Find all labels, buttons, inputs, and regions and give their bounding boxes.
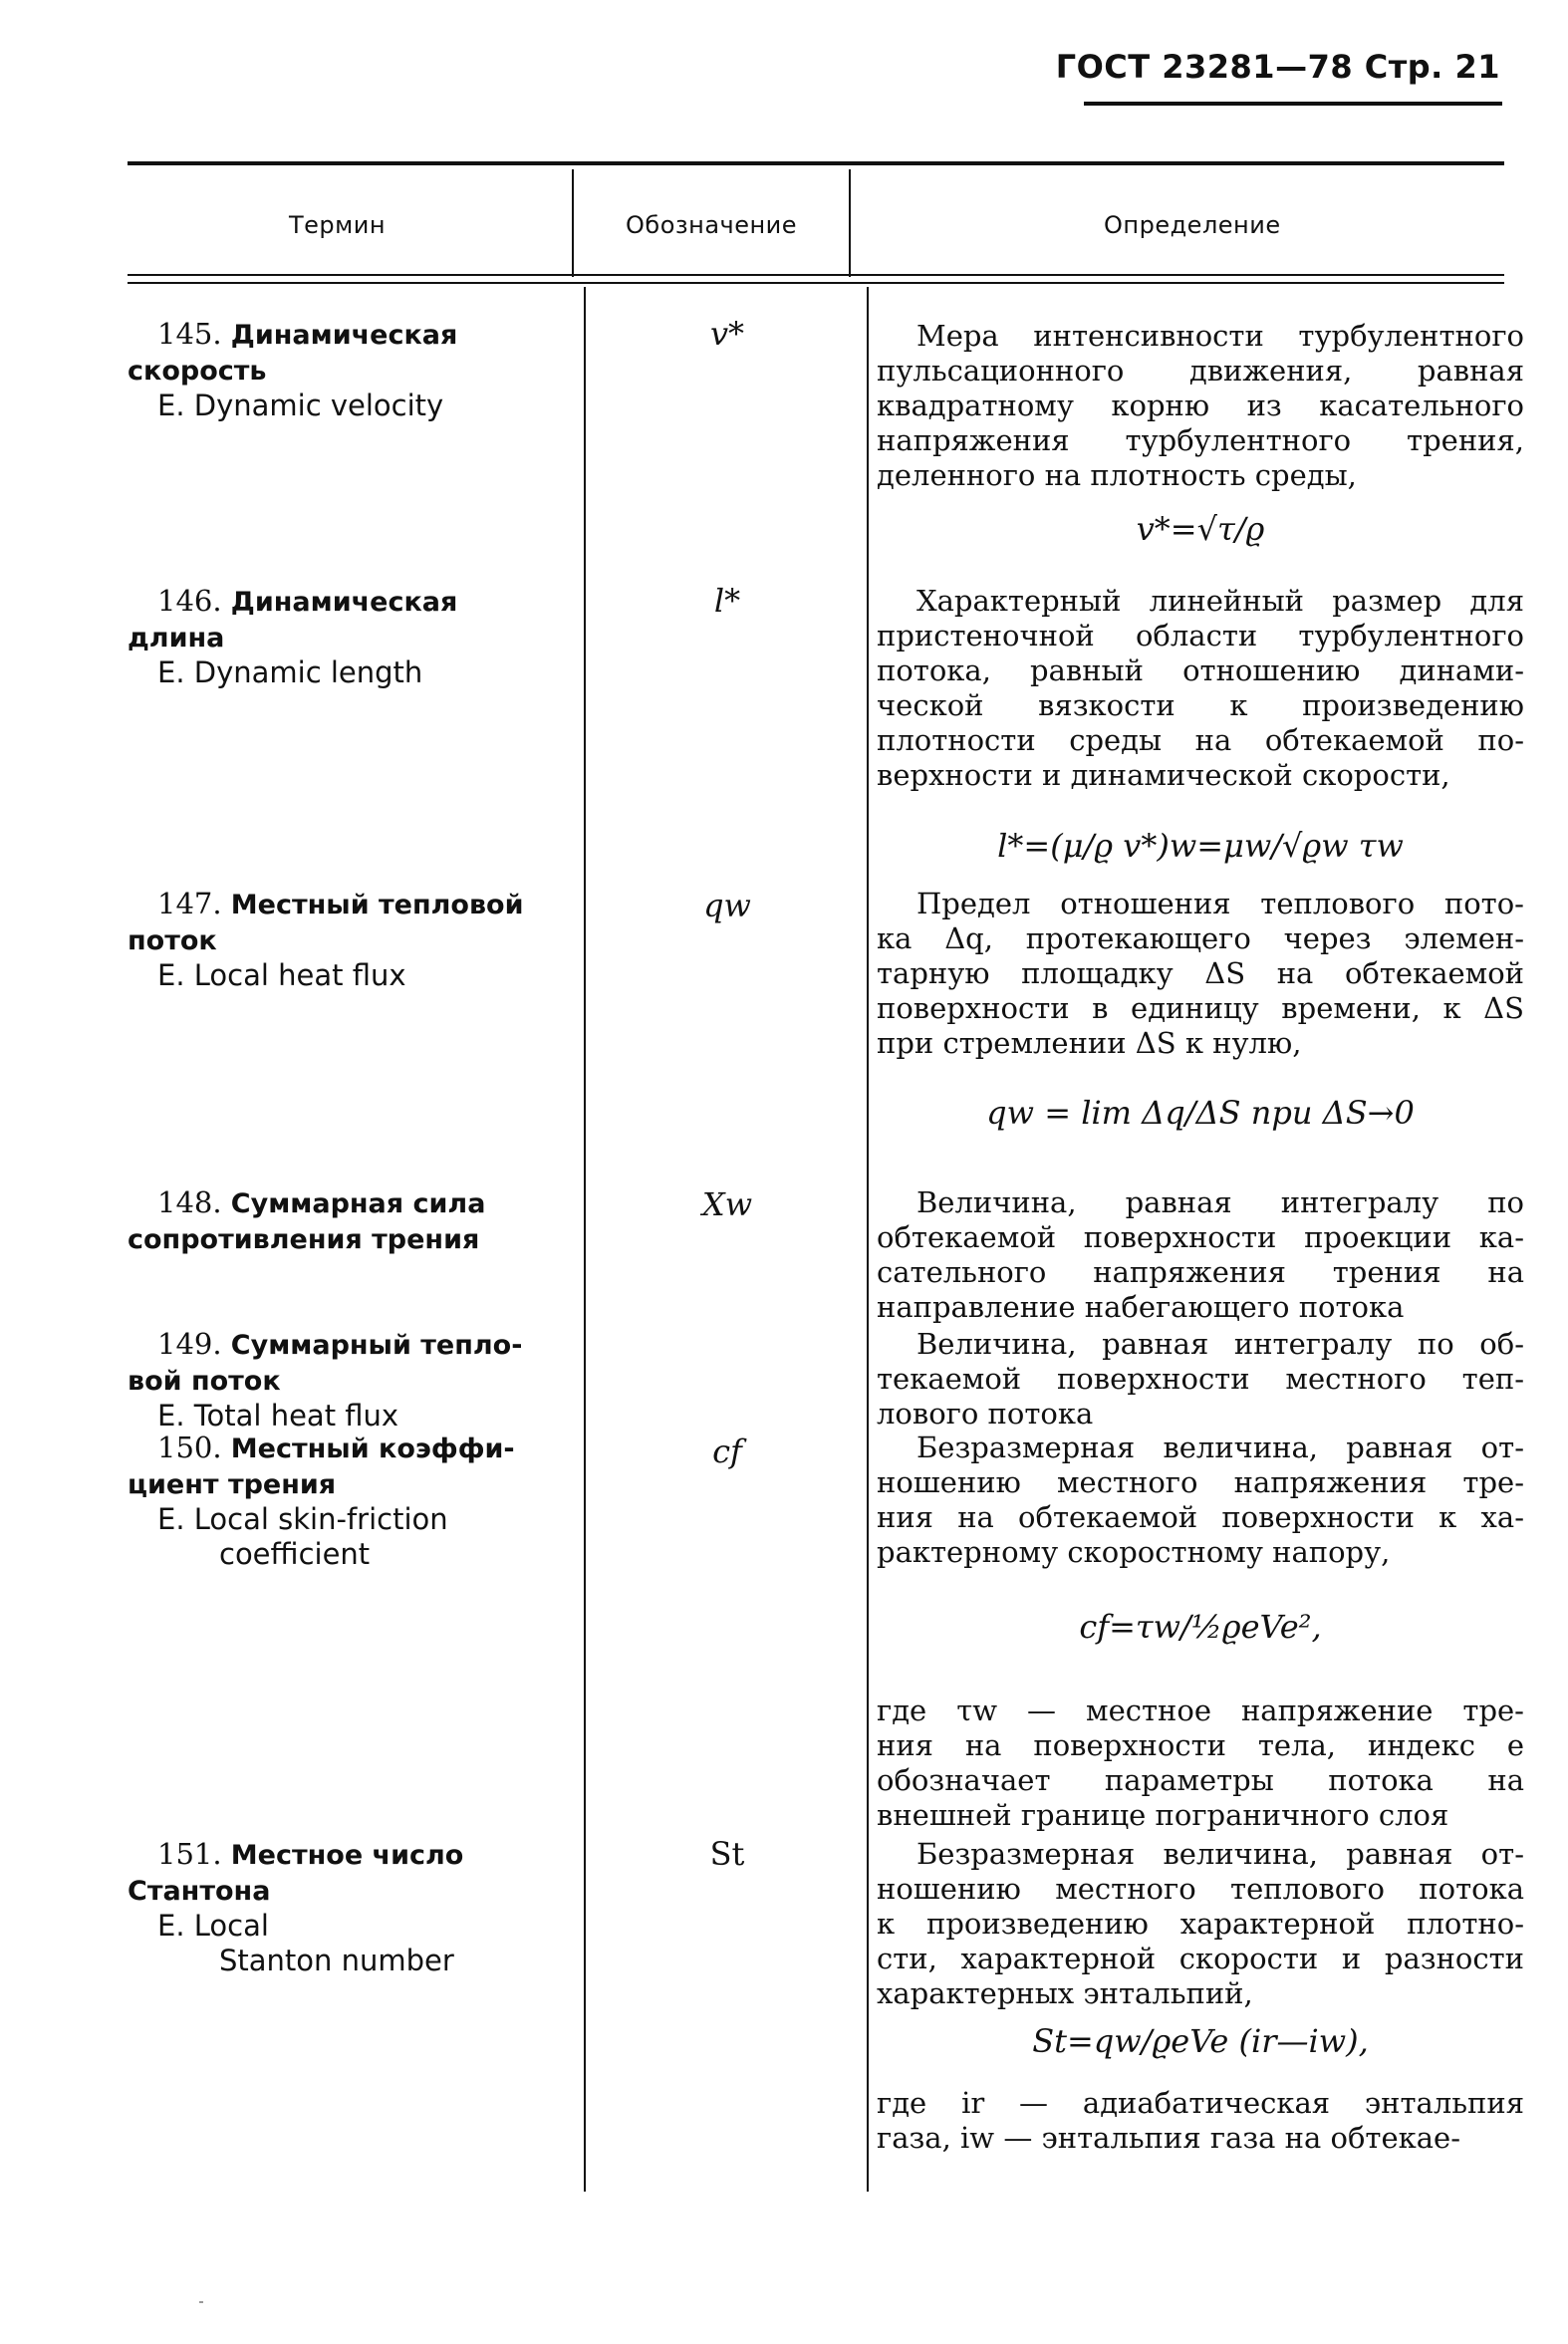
column-divider: [849, 169, 851, 277]
definition-150-note: где τw — местное напряжение тре- ния на поверхности тела, индекс e обозначает параметры потока на внешней границе пограничного слоя: [877, 1693, 1524, 1832]
symbol-148: Xw: [701, 1185, 753, 1223]
column-divider: [867, 287, 869, 2192]
definition-146: Характерный линейный размер для пристеночной области турбулентного потока, равный отношению динами- ческой вязкости к произведению плотности среды на обтекаемой по- верхности и динамической скорости,: [877, 584, 1524, 792]
definition-147: Предел отношения теплового пото- ка Δq, протекающего через элемен- тарную площадку ΔS на обтекаемой поверхности в единицу времени, к ΔS при стремлении ΔS к нулю,: [877, 887, 1524, 1060]
symbol-151: St: [709, 1835, 745, 1873]
symbol-145: v*: [709, 315, 745, 353]
formula-146: l*=(μ/ϱ v*)w=μw/√ϱw τw: [997, 827, 1404, 865]
formula-151: St=qw/ϱeVe (ir—iw),: [1032, 2022, 1369, 2060]
symbol-147: qw: [703, 887, 751, 924]
term-146: 146. Динамическая длина E. Dynamic length: [128, 584, 458, 689]
formula-145: v*=√τ/ϱ: [1136, 510, 1265, 548]
term-147: 147. Местный тепловой поток E. Local heat flux: [128, 887, 524, 992]
definition-151: Безразмерная величина, равная от- ношению местного теплового потока к произведению характерной плотно- сти, характерной скорости и разности характерных энтальпий,: [877, 1837, 1524, 2010]
column-header-symbol: Обозначение: [626, 211, 798, 239]
term-151: 151. Местное число Стантона E. Local Stanton number: [128, 1837, 464, 1977]
column-divider: [584, 287, 586, 2192]
header-rule: [128, 274, 1504, 276]
formula-150: cf=τw/½ϱeVe²,: [1079, 1608, 1322, 1646]
formula-147: qw = lim Δq/ΔS при ΔS→0: [986, 1094, 1415, 1132]
term-149: 149. Суммарный тепло- вой поток E. Total heat flux: [128, 1327, 523, 1432]
term-148: 148. Суммарная сила сопротивления трения: [128, 1185, 486, 1255]
page-header: ГОСТ 23281—78 Стр. 21: [1055, 48, 1500, 86]
definition-150: Безразмерная величина, равная от- ношению местного напряжения тре- ния на обтекаемой поверхности к ха- рактерному скоростному напору,: [877, 1431, 1524, 1569]
column-divider: [572, 169, 574, 277]
column-header-term: Термин: [289, 211, 387, 239]
definition-151-note: где ir — адиабатическая энтальпия газа, iw — энтальпия газа на обтекае-: [877, 2086, 1524, 2155]
scan-artifact: [199, 2301, 203, 2303]
definition-149: Величина, равная интегралу по об- текаемой поверхности местного теп- лового потока: [877, 1327, 1524, 1431]
term-145: 145. Динамическая скорость E. Dynamic velocity: [128, 317, 458, 422]
header-underline: [1084, 102, 1502, 106]
symbol-146: l*: [713, 582, 741, 620]
table-top-rule: [128, 161, 1504, 165]
header-rule: [128, 282, 1504, 284]
definition-148: Величина, равная интегралу по обтекаемой поверхности проекции ка- сательного напряжения трения на направление набегающего потока: [877, 1185, 1524, 1324]
column-header-definition: Определение: [1104, 211, 1281, 239]
symbol-150: cf: [712, 1432, 742, 1470]
definition-145: Мера интенсивности турбулентного пульсационного движения, равная квадратному корню из касательного напряжения турбулентного трения, деленного на плотность среды,: [877, 319, 1524, 492]
term-150: 150. Местный коэффи- циент трения E. Local skin-friction coefficient: [128, 1431, 515, 1571]
